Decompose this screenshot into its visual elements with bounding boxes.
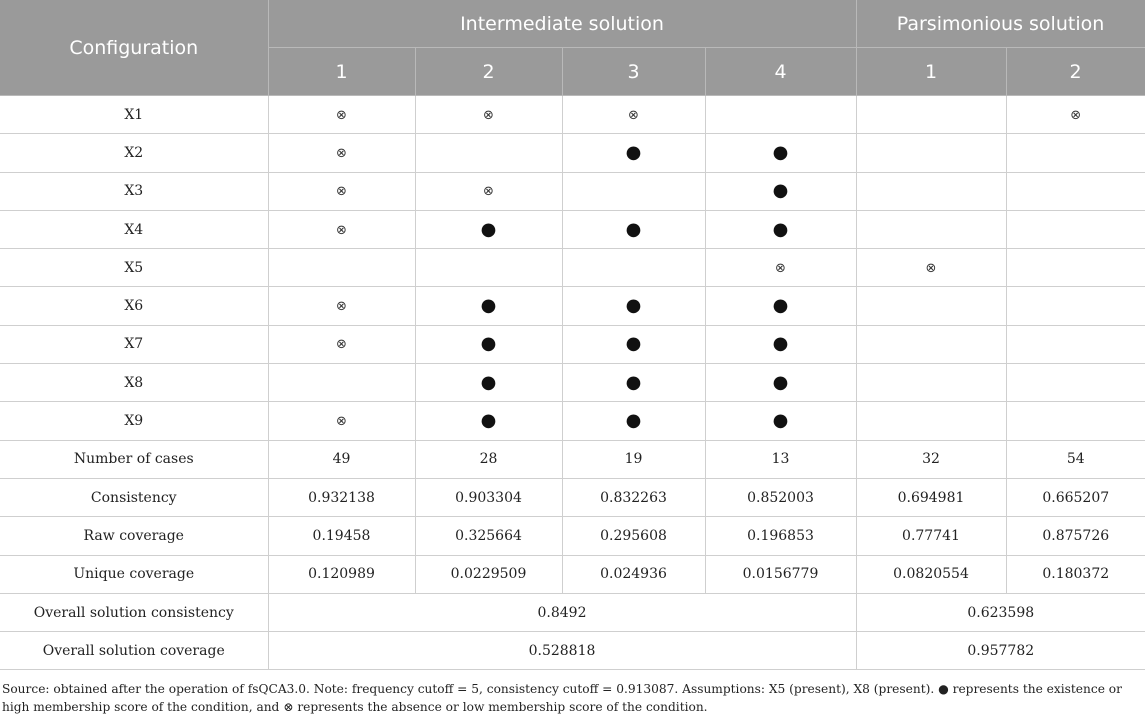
- stat-value: 0.832263: [562, 478, 705, 516]
- condition-cell: [268, 402, 415, 440]
- stat-value: 0.196853: [705, 517, 856, 555]
- condition-cell: [562, 364, 705, 402]
- stat-value: 28: [415, 440, 562, 478]
- present-circle-icon: ●: [625, 333, 642, 355]
- condition-row: [0, 325, 1145, 363]
- condition-cell: [856, 134, 1006, 172]
- condition-cell: [705, 402, 856, 440]
- present-circle-icon: ●: [480, 371, 497, 393]
- condition-label: X7: [0, 325, 268, 363]
- condition-cell: [856, 364, 1006, 402]
- condition-cell: [856, 402, 1006, 440]
- stat-value: 0.024936: [562, 555, 705, 593]
- stat-label: Unique coverage: [0, 555, 268, 593]
- condition-cell: [415, 364, 562, 402]
- configuration-header: Configuration: [0, 0, 268, 96]
- condition-cell: [268, 172, 415, 210]
- condition-cell: [415, 96, 562, 134]
- condition-cell: [1006, 325, 1145, 363]
- condition-row: [0, 134, 1145, 172]
- parsimonious-solution-header: Parsimonious solution: [856, 0, 1145, 48]
- condition-cell: [562, 325, 705, 363]
- condition-cell: [856, 325, 1006, 363]
- sub-header-intermediate-3: 3: [562, 48, 705, 96]
- overall-intermediate-value: 0.528818: [268, 632, 856, 670]
- stat-value: 0.0156779: [705, 555, 856, 593]
- condition-cell: [856, 96, 1006, 134]
- condition-cell: [415, 249, 562, 287]
- condition-cell: [415, 325, 562, 363]
- stat-value: 19: [562, 440, 705, 478]
- stat-row: [0, 517, 1145, 555]
- condition-cell: [1006, 210, 1145, 248]
- condition-cell: [705, 96, 856, 134]
- stat-value: 0.665207: [1006, 478, 1145, 516]
- stat-value: 32: [856, 440, 1006, 478]
- sub-header-intermediate-2: 2: [415, 48, 562, 96]
- absent-circled-x-icon: ⊗: [336, 107, 347, 123]
- condition-cell: [1006, 134, 1145, 172]
- absent-circled-x-icon: ⊗: [336, 184, 347, 200]
- condition-cell: [562, 249, 705, 287]
- stat-value: 0.295608: [562, 517, 705, 555]
- condition-cell: [562, 172, 705, 210]
- present-circle-icon: ●: [625, 141, 642, 163]
- condition-row: [0, 287, 1145, 325]
- condition-cell: [856, 210, 1006, 248]
- absent-circled-x-icon: ⊗: [336, 337, 347, 353]
- present-circle-icon: ●: [625, 371, 642, 393]
- stat-value: 0.77741: [856, 517, 1006, 555]
- stat-value: 0.325664: [415, 517, 562, 555]
- stat-label: Consistency: [0, 478, 268, 516]
- present-circle-icon: ●: [625, 218, 642, 240]
- present-circle-icon: ●: [772, 333, 789, 355]
- present-circle-icon: ●: [772, 180, 789, 202]
- stat-row: [0, 478, 1145, 516]
- condition-row: [0, 402, 1145, 440]
- condition-cell: [562, 96, 705, 134]
- absent-circled-x-icon: ⊗: [628, 107, 639, 123]
- stat-value: 0.875726: [1006, 517, 1145, 555]
- condition-cell: [705, 249, 856, 287]
- condition-cell: [705, 287, 856, 325]
- condition-cell: [562, 287, 705, 325]
- overall-label: Overall solution consistency: [0, 593, 268, 631]
- intermediate-solution-header: Intermediate solution: [268, 0, 856, 48]
- sub-header-parsimonious-1: 1: [856, 48, 1006, 96]
- condition-cell: [856, 249, 1006, 287]
- condition-cell: [415, 210, 562, 248]
- condition-label: X2: [0, 134, 268, 172]
- stat-value: 54: [1006, 440, 1145, 478]
- condition-label: X4: [0, 210, 268, 248]
- condition-cell: [1006, 287, 1145, 325]
- absent-circled-x-icon: ⊗: [483, 107, 494, 123]
- sub-header-parsimonious-2: 2: [1006, 48, 1145, 96]
- condition-label: X9: [0, 402, 268, 440]
- stat-value: 0.932138: [268, 478, 415, 516]
- stat-label: Raw coverage: [0, 517, 268, 555]
- sub-header-intermediate-1: 1: [268, 48, 415, 96]
- absent-circled-x-icon: ⊗: [1070, 107, 1082, 123]
- stat-value: 13: [705, 440, 856, 478]
- condition-cell: [1006, 402, 1145, 440]
- condition-cell: [268, 96, 415, 134]
- absent-circled-x-icon: ⊗: [336, 145, 347, 161]
- condition-row: [0, 210, 1145, 248]
- condition-cell: [562, 402, 705, 440]
- condition-cell: [415, 134, 562, 172]
- condition-cell: [856, 172, 1006, 210]
- present-circle-icon: ●: [625, 410, 642, 432]
- stat-value: 0.903304: [415, 478, 562, 516]
- present-circle-icon: ●: [480, 333, 497, 355]
- condition-label: X8: [0, 364, 268, 402]
- condition-cell: [705, 172, 856, 210]
- condition-row: [0, 249, 1145, 287]
- condition-cell: [1006, 96, 1145, 134]
- condition-cell: [705, 325, 856, 363]
- absent-circled-x-icon: ⊗: [336, 222, 347, 238]
- condition-row: [0, 364, 1145, 402]
- condition-cell: [856, 287, 1006, 325]
- overall-row: [0, 632, 1145, 670]
- condition-cell: [268, 210, 415, 248]
- stat-row: [0, 555, 1145, 593]
- present-circle-icon: ●: [480, 295, 497, 317]
- overall-row: [0, 593, 1145, 631]
- condition-cell: [705, 134, 856, 172]
- present-circle-icon: ●: [772, 141, 789, 163]
- present-circle-icon: ●: [772, 410, 789, 432]
- condition-label: X5: [0, 249, 268, 287]
- overall-label: Overall solution coverage: [0, 632, 268, 670]
- present-circle-icon: ●: [480, 410, 497, 432]
- condition-cell: [1006, 364, 1145, 402]
- condition-cell: [1006, 172, 1145, 210]
- overall-parsimonious-value: 0.957782: [856, 632, 1145, 670]
- condition-label: X3: [0, 172, 268, 210]
- stat-value: 49: [268, 440, 415, 478]
- present-circle-icon: ●: [772, 218, 789, 240]
- table-body: [0, 96, 1145, 670]
- table-note: Source: obtained after the operation of fsQCA3.0. Note: frequency cutoff = 5, consistency cutoff = 0.913087. Assumptions: X5 (present), X8 (present). ● represents the existence or high membership score of the condition, and ⊗ represents the absence or low membership score of the condition.: [2, 682, 1122, 714]
- stat-value: 0.19458: [268, 517, 415, 555]
- condition-cell: [415, 402, 562, 440]
- absent-circled-x-icon: ⊗: [483, 184, 494, 200]
- absent-circled-x-icon: ⊗: [336, 414, 347, 430]
- condition-label: X6: [0, 287, 268, 325]
- condition-cell: [268, 287, 415, 325]
- condition-cell: [415, 172, 562, 210]
- overall-parsimonious-value: 0.623598: [856, 593, 1145, 631]
- condition-cell: [705, 210, 856, 248]
- present-circle-icon: ●: [625, 295, 642, 317]
- absent-circled-x-icon: ⊗: [336, 299, 347, 315]
- stat-value: 0.180372: [1006, 555, 1145, 593]
- condition-row: [0, 96, 1145, 134]
- present-circle-icon: ●: [480, 218, 497, 240]
- stat-value: 0.0820554: [856, 555, 1006, 593]
- condition-cell: [268, 134, 415, 172]
- sub-header-intermediate-4: 4: [705, 48, 856, 96]
- present-circle-icon: ●: [772, 371, 789, 393]
- condition-cell: [268, 325, 415, 363]
- condition-cell: [268, 364, 415, 402]
- condition-cell: [562, 210, 705, 248]
- stat-value: 0.852003: [705, 478, 856, 516]
- stat-row: [0, 440, 1145, 478]
- absent-circled-x-icon: ⊗: [925, 260, 937, 276]
- overall-intermediate-value: 0.8492: [268, 593, 856, 631]
- absent-circled-x-icon: ⊗: [775, 260, 786, 276]
- condition-row: [0, 172, 1145, 210]
- condition-cell: [1006, 249, 1145, 287]
- condition-cell: [415, 287, 562, 325]
- stat-value: 0.0229509: [415, 555, 562, 593]
- condition-cell: [705, 364, 856, 402]
- stat-label: Number of cases: [0, 440, 268, 478]
- condition-cell: [268, 249, 415, 287]
- condition-label: X1: [0, 96, 268, 134]
- stat-value: 0.120989: [268, 555, 415, 593]
- condition-cell: [562, 134, 705, 172]
- present-circle-icon: ●: [772, 295, 789, 317]
- stat-value: 0.694981: [856, 478, 1006, 516]
